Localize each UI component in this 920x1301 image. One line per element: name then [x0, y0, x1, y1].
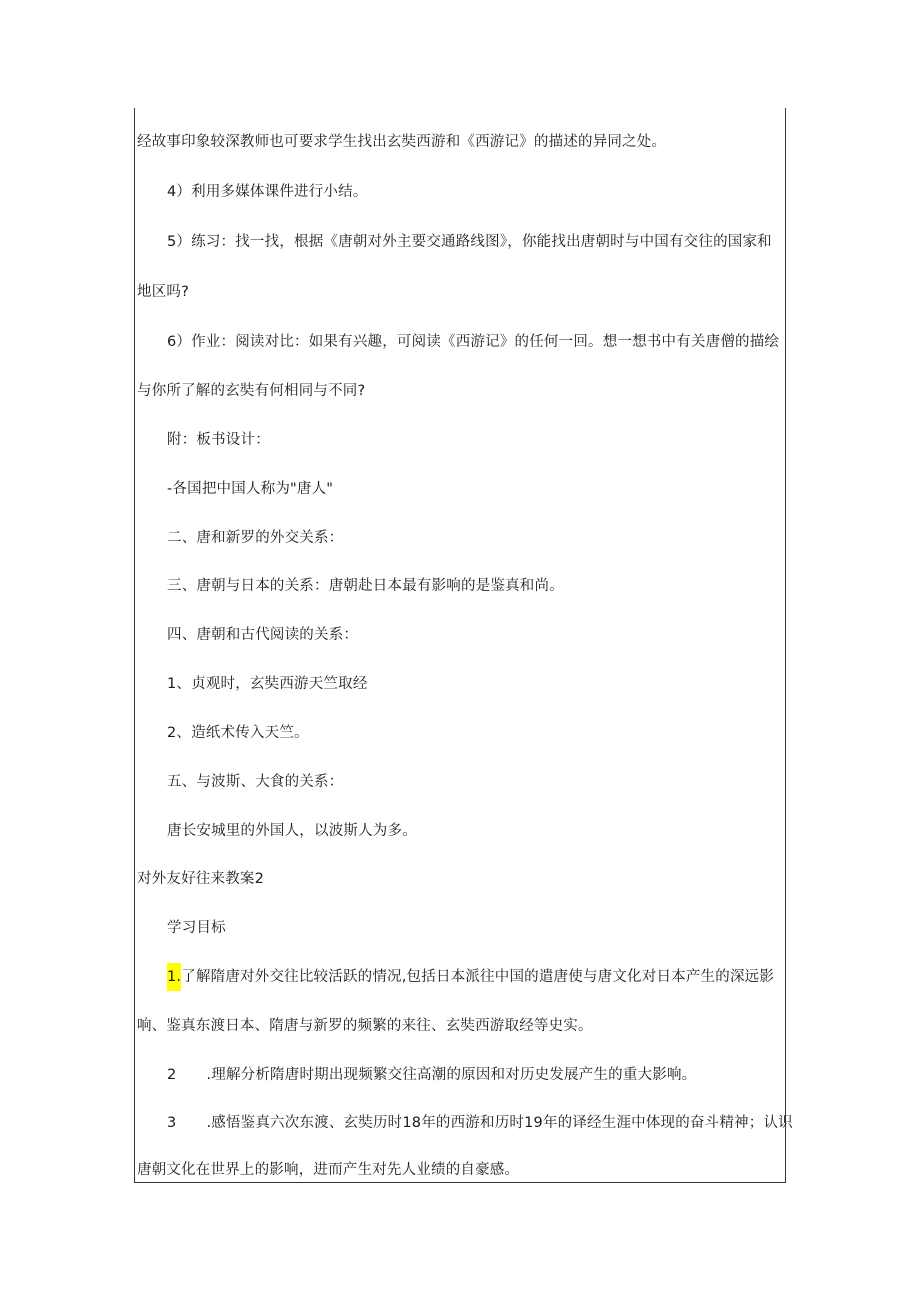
table-border-bottom: [134, 1182, 786, 1183]
text-line: 唐朝文化在世界上的影响，进而产生对先人业绩的自豪感。: [137, 1162, 520, 1178]
text-line: 附：板书设计：: [167, 432, 270, 448]
text-line: 与你所了解的玄奘有何相同与不同?: [137, 383, 366, 399]
text-line: 二、唐和新罗的外交关系：: [167, 530, 344, 546]
text-line: -各国把中国人称为"唐人": [167, 481, 334, 497]
list-item: [167, 1113, 793, 1133]
text-line: 4）利用多媒体课件进行小结。: [167, 184, 368, 200]
list-item-number: 2: [167, 1067, 177, 1083]
text-line: 6）作业：阅读对比：如果有兴趣，可阅读《西游记》的任何一回。想一想书中有关唐僧的描绘: [167, 334, 780, 350]
table-border-left: [134, 108, 135, 1183]
text-line: 5）练习：找一找，根据《唐朝对外主要交通路线图》，你能找出唐朝时与中国有交往的国家和: [167, 234, 772, 250]
text-line: 1、贞观时，玄奘西游天竺取经: [167, 676, 368, 692]
text-line: 三、唐朝与日本的关系：唐朝赴日本最有影响的是鉴真和尚。: [167, 578, 564, 594]
text-line: 五、与波斯、大食的关系：: [167, 774, 344, 790]
table-border-right: [785, 108, 786, 1183]
list-item-text: 了解隋唐对外交往比较活跃的情况,包括日本派往中国的遣唐使与唐文化对日本产生的深远影: [181, 969, 775, 985]
text-line: 唐长安城里的外国人，以波斯人为多。: [167, 823, 417, 839]
text-line: 响、鉴真东渡日本、隋唐与新罗的频繁的来往、玄奘西游取经等史实。: [137, 1018, 593, 1034]
text-line: 四、唐朝和古代阅读的关系：: [167, 627, 359, 643]
subheading: 学习目标: [167, 920, 226, 936]
text-line: 2、造纸术传入天竺。: [167, 725, 309, 741]
list-item-text: .理解分析隋唐时期出现频繁交往高潮的原因和对历史发展产生的重大影响。: [206, 1067, 697, 1083]
list-item-number: 3: [167, 1115, 177, 1131]
list-item: [167, 1065, 696, 1085]
list-item: [167, 967, 774, 991]
list-item-text: .感悟鉴真六次东渡、玄奘历时18年的西游和历时19年的译经生涯中体现的奋斗精神；认识: [206, 1115, 793, 1131]
text-line: 地区吗?: [137, 284, 189, 300]
section-heading: 对外友好往来教案2: [137, 871, 265, 887]
text-line: 经故事印象较深教师也可要求学生找出玄奘西游和《西游记》的描述的异同之处。: [137, 134, 667, 150]
highlight-marker: 1.: [167, 963, 181, 991]
